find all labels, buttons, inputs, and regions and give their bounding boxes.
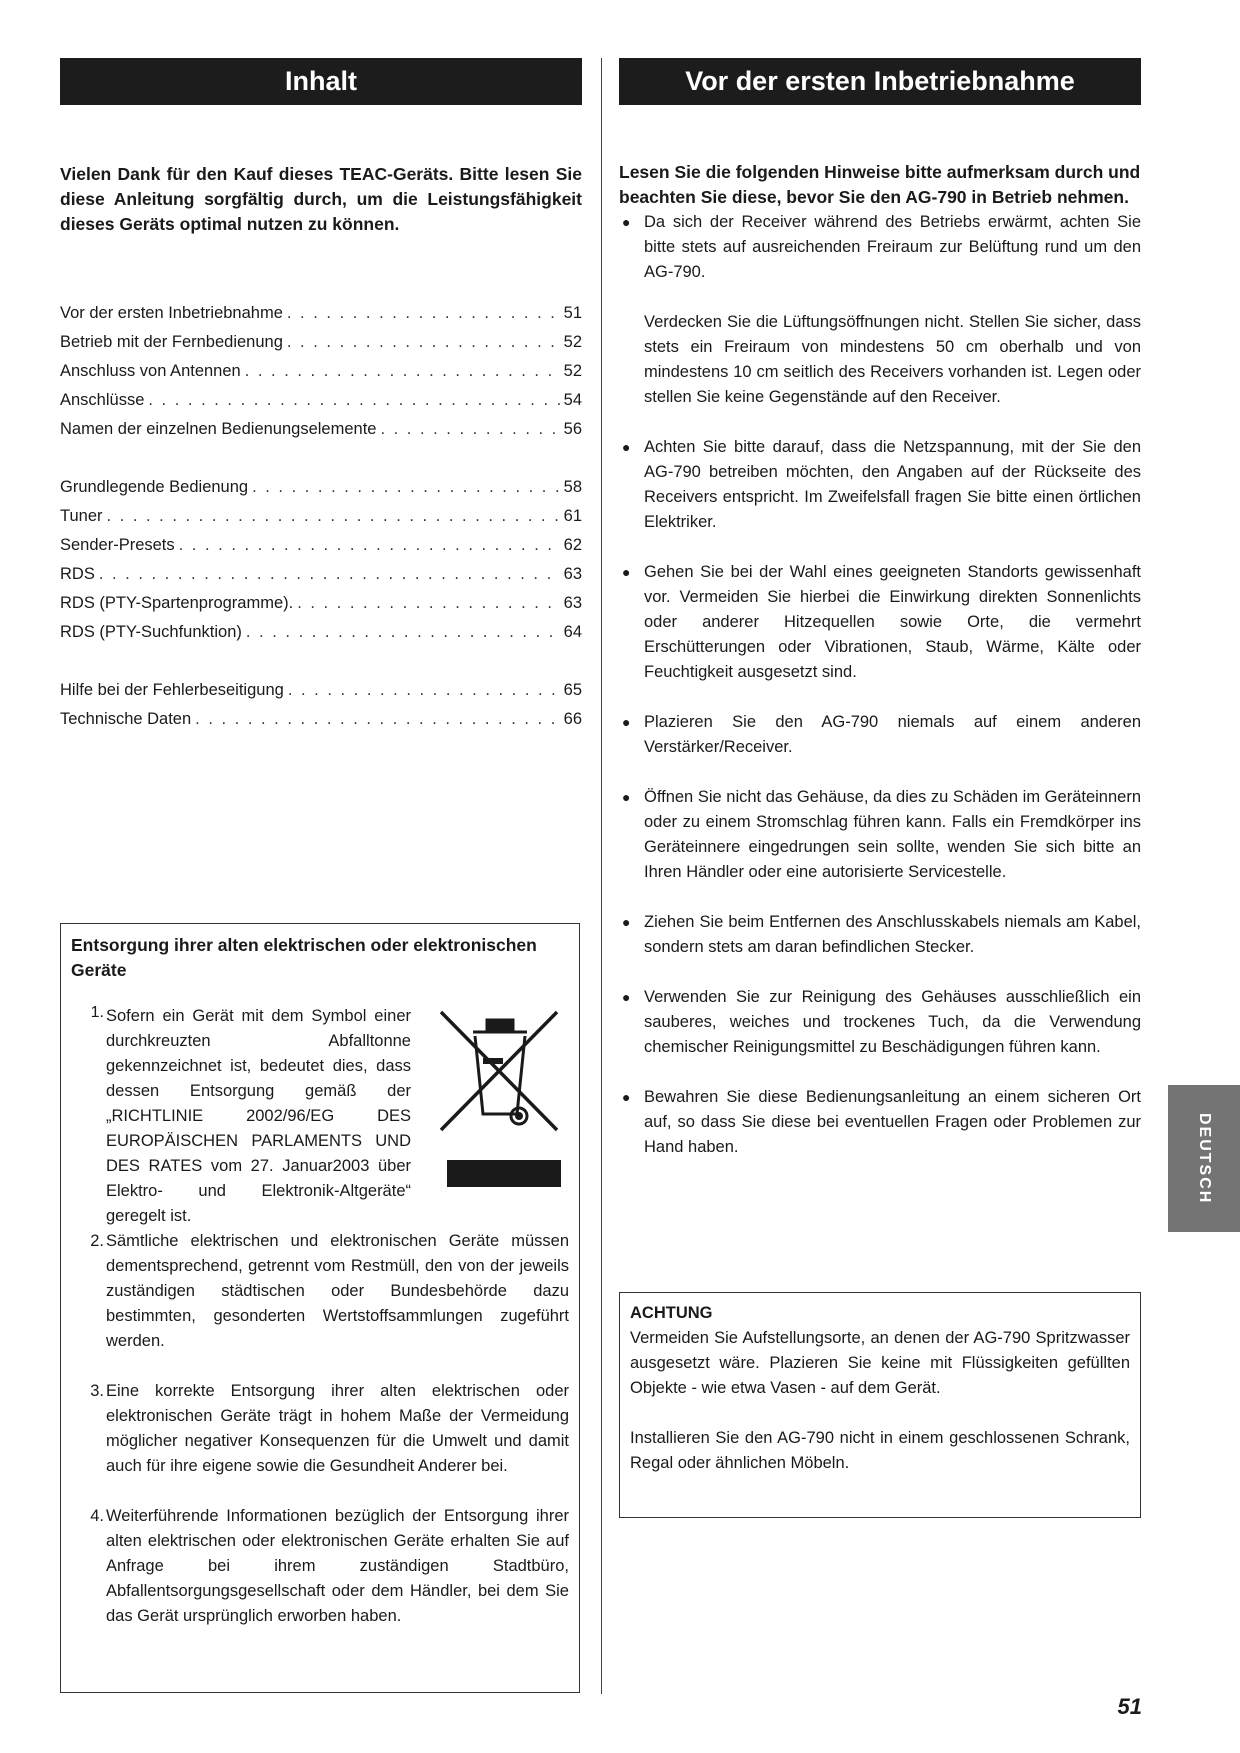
toc-entry-page: 62 [563,536,582,554]
bullet-icon: ● [622,214,631,230]
toc-entry-page: 66 [563,710,582,728]
bullet-icon: ● [622,989,631,1005]
toc-leader-dots [179,536,560,555]
toc-group [60,681,582,739]
toc-entry-page: 51 [563,304,582,322]
disposal-item-number: 4. [90,1507,104,1525]
toc-entry-label: Vor der ersten Inbetriebnahme [60,304,283,322]
toc-leader-dots [287,304,560,323]
precaution-item [619,785,1141,885]
precaution-text: Verwenden Sie zur Reinigung des Gehäuses ausschließlich ein sauberes, weiches und trockenes Tuch, da die Verwendung chemischer Reinigungsmittel zu Beschädigungen führen kann. [644,988,1141,1056]
disposal-item [71,1504,569,1629]
precaution-item [619,1085,1141,1160]
toc-entry-page: 64 [563,623,582,641]
toc-leader-dots [107,507,560,526]
precaution-text: Verdecken Sie die Lüftungsöffnungen nicht. Stellen Sie sicher, dass stets ein Freiraum von mindestens 50 cm oberhalb und von mindestens 10 cm seitlich des Receivers vorhanden ist. Legen oder stellen Sie keine Gegenstände auf den Receiver. [644,313,1141,406]
disposal-item [71,1379,569,1479]
bullet-icon: ● [622,914,631,930]
toc-leader-dots [380,420,559,439]
toc-entry-label: RDS (PTY-Spartenprogramme). [60,594,294,612]
toc-entry[interactable] [60,507,582,536]
toc-entry-label: Hilfe bei der Fehlerbeseitigung [60,681,284,699]
page-number: 51 [1117,1694,1142,1719]
toc-entry-page: 52 [563,333,582,351]
caution-text: Vermeiden Sie Aufstellungsorte, an denen der AG-790 Spritzwasser ausgesetzt wäre. Plazieren Sie keine mit Flüssigkeiten gefüllten Objekte - wie etwa Vasen - auf dem Gerät. [630,1329,1130,1397]
disposal-list [71,1229,569,1629]
caution-text: Installieren Sie den AG-790 nicht in einem geschlossenen Schrank, Regal oder ähnlichen Möbeln. [630,1429,1130,1472]
disposal-notice-box [60,923,580,1693]
precautions-list [619,210,1141,1160]
toc-leader-dots [287,333,560,352]
precaution-item [619,210,1141,410]
crossed-out-wheelie-bin-icon [437,1004,561,1189]
toc-entry-label: RDS [60,565,95,583]
caution-box [619,1292,1141,1518]
language-tab[interactable] [1168,1085,1240,1232]
caution-title: ACHTUNG [630,1304,713,1322]
thank-you-intro: Vielen Dank für den Kauf dieses TEAC-Geräts. Bitte lesen Sie diese Anleitung sorgfältig durch, um die Leistungsfähigkeit dieses Geräts optimal nutzen zu können. [60,164,582,234]
toc-entry-label: Anschluss von Antennen [60,362,241,380]
toc-entry[interactable] [60,594,582,623]
disposal-item-text: Sämtliche elektrischen und elektronischen Geräte müssen dementsprechend, getrennt vom Restmüll, den von der jeweils zuständigen städtischen oder Bundesbehörde dazu bestimmten, gesonderten Wertstoffsammlungen zugeführt werden. [106,1232,569,1350]
toc-entry[interactable] [60,420,582,449]
bullet-icon: ● [622,564,631,580]
toc-entry-label: Betrieb mit der Fernbedienung [60,333,283,351]
toc-entry[interactable] [60,623,582,652]
left-column [60,58,582,768]
toc-entry-label: Tuner [60,507,103,525]
toc-leader-dots [148,391,559,410]
toc-entry-label: Namen der einzelnen Bedienungselemente [60,420,377,438]
precaution-item [619,985,1141,1060]
toc-leader-dots [99,565,560,584]
precaution-item [619,560,1141,685]
disposal-item-number: 1. [90,1004,104,1021]
disposal-item-number: 3. [90,1382,104,1400]
precaution-text: Plazieren Sie den AG-790 niemals auf einem anderen Verstärker/Receiver. [644,713,1141,756]
toc-entry-page: 65 [563,681,582,699]
precaution-item [619,435,1141,535]
toc-entry[interactable] [60,478,582,507]
bullet-icon: ● [622,439,631,455]
toc-leader-dots [245,362,560,381]
toc-entry[interactable] [60,304,582,333]
toc-group [60,478,582,652]
toc-entry-page: 56 [563,420,582,438]
toc-entry[interactable] [60,565,582,594]
disposal-item-text: Sofern ein Gerät mit dem Symbol einer durchkreuzten Abfalltonne gekennzeichnet ist, bedeutet dies, dass dessen Entsorgung gemäß der „RICHTLINIE 2002/96/EG DES EUROPÄISCHEN PARLAMENTS UND DES RATES vom 27. Januar2003 über Elektro- und Elektronik-Altgeräte“ geregelt ist. [106,1007,411,1225]
toc-entry-page: 61 [563,507,582,525]
precaution-text: Bewahren Sie diese Bedienungsanleitung an einem sicheren Ort auf, so dass Sie diese bei eventuellen Fragen oder Problemen zur Hand haben. [644,1088,1141,1156]
precautions-section [619,160,1141,1160]
toc-entry[interactable] [60,681,582,710]
toc-entry[interactable] [60,362,582,391]
precaution-text: Öffnen Sie nicht das Gehäuse, da dies zu Schäden im Geräteinnern oder zu einem Stromschlag führen kann. Falls ein Fremdkörper ins Geräteinnere eingedrungen sein sollte, wenden Sie sich bitte an Ihren Händler oder eine autorisierte Servicestelle. [644,788,1141,881]
toc-entry-page: 54 [563,391,582,409]
precautions-heading: Vor der ersten Inbetriebnahme [619,58,1141,105]
toc-leader-dots [246,623,560,642]
bullet-icon: ● [622,714,631,730]
toc-entry[interactable] [60,710,582,739]
toc-entry[interactable] [60,333,582,362]
toc-entry-page: 63 [563,594,582,612]
toc-leader-dots [288,681,560,700]
bullet-icon: ● [622,789,631,805]
toc-entry-label: Technische Daten [60,710,192,728]
right-column [619,58,1141,1185]
precaution-text: Da sich der Receiver während des Betriebs erwärmt, achten Sie bitte stets auf ausreichenden Freiraum zur Belüftung rund um den AG-790. [644,213,1141,281]
toc-entry-page: 63 [563,565,582,583]
toc-leader-dots [297,594,559,613]
precautions-intro: Lesen Sie die folgenden Hinweise bitte aufmerksam durch und beachten Sie diese, bevor Sie den AG-790 in Betrieb nehmen. [619,162,1141,207]
toc-group [60,304,582,449]
language-tab-label: DEUTSCH [1196,1112,1213,1205]
toc-entry-label: RDS (PTY-Suchfunktion) [60,623,242,641]
disposal-title: Entsorgung ihrer alten elektrischen oder elektronischen Geräte [71,935,537,980]
precaution-text: Ziehen Sie beim Entfernen des Anschlusskabels niemals am Kabel, sondern stets am daran befindlichen Stecker. [644,913,1141,956]
precaution-item [619,910,1141,960]
toc-entry-page: 58 [563,478,582,496]
toc-entry-page: 52 [563,362,582,380]
toc-entry[interactable] [60,536,582,565]
toc-entry-label: Anschlüsse [60,391,145,409]
table-of-contents [60,304,582,739]
toc-leader-dots [195,710,559,729]
disposal-item-text: Weiterführende Informationen bezüglich der Entsorgung ihrer alten elektrischen oder elektronischen Geräte erhalten Sie auf Anfrage bei ihrem zuständigen Stadtbüro, Abfallentsorgungsgesellschaft oder dem Händler, bei dem Sie das Gerät ursprünglich erworben haben. [106,1507,569,1625]
disposal-item [71,1004,569,1229]
disposal-item-number: 2. [90,1232,104,1250]
contents-heading: Inhalt [60,58,582,105]
toc-entry-label: Grundlegende Bedienung [60,478,249,496]
precaution-item [619,710,1141,760]
toc-leader-dots [252,478,560,497]
precaution-text: Achten Sie bitte darauf, dass die Netzspannung, mit der Sie den AG-790 betreiben möchten, den Angaben auf der Rückseite des Receivers entspricht. Im Zweifelsfall fragen Sie bitte einen örtlichen Elektriker. [644,438,1141,531]
bullet-icon: ● [622,1089,631,1105]
disposal-item [71,1229,569,1354]
toc-entry-label: Sender-Presets [60,536,175,554]
disposal-item-text: Eine korrekte Entsorgung ihrer alten elektrischen oder elektronischen Geräte trägt in hohem Maße der Vermeidung möglicher negativer Konsequenzen für die Umwelt und damit auch für ihre eigene sowie die Gesundheit Anderer bei. [106,1382,569,1475]
column-divider [601,58,602,1694]
toc-entry[interactable] [60,391,582,420]
precaution-text: Gehen Sie bei der Wahl eines geeigneten Standorts gewissenhaft vor. Vermeiden Sie hierbei die Einwirkung direkten Sonnenlichts oder anderer Hitzequellen sowie Orte, die vermehrt Erschütterungen oder Vibrationen, Staub, Wärme, Kälte oder Feuchtigkeit ausgesetzt sind. [644,563,1141,681]
